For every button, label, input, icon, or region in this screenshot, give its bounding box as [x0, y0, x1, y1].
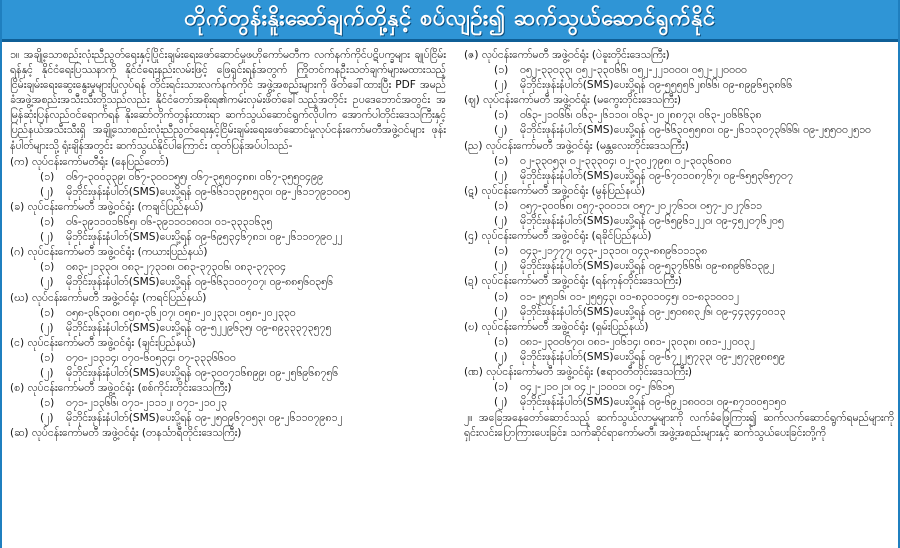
- section-heading: (စ) လုပ်ငန်းကော်မတီ အဖွဲ့ဝင်ရုံး (စစ်ကိုင်းတိုင်းဒေသကြီး): [10, 382, 232, 395]
- section-heading: (ဏ) လုပ်ငန်းကော်မတီ အဖွဲ့ဝင်ရုံး (ဧရာဝတီတိုင်းဒေသကြီး): [464, 365, 693, 378]
- phone-numbers: ၀၈၃-၂၁၃၃၀၊ ၀၈၃-၂၇၃၁၈၊ ၀၈၃-၃၇၃၀၆၊ ၀၈၃-၃၇၃၀၄: [66, 261, 287, 274]
- section-heading: (က) လုပ်ငန်းကော်မတီရုံး (နေပြည်တော်): [10, 155, 169, 168]
- phone-numbers: ၀၄၂-၂၁၀၂၁၊ ၀၄၂-၂၁၀၀၁၊ ၀၄-၂၆၆၁၅: [520, 381, 675, 394]
- section-heading: (ဌ) လုပ်ငန်းကော်မတီ အဖွဲ့ဝင်ရုံး (ရခိုင်ပြည်နယ်): [464, 230, 652, 243]
- phone-entry: [10, 396, 446, 411]
- entry-number: (၂): [40, 185, 54, 198]
- phone-entry: [464, 335, 894, 350]
- entry-number: (၂): [40, 231, 54, 244]
- section-heading: (ဎ) လုပ်ငန်းကော်မတီ အဖွဲ့ဝင်ရုံး (ရှမ်းပြည်နယ်): [464, 320, 649, 333]
- phone-numbers: မိုဘိုင်းဖုန်းနံပါတ်(SMS)ပေးပို့ရန် ၀၉-၃၀၀၇၁၆၈၉၉၊ ၀၉-၂၅၆၉၆၈၇၅၆: [66, 366, 339, 379]
- phone-entry: [464, 395, 894, 410]
- entry-number: (၂): [40, 366, 54, 379]
- entry-number: (၂): [494, 396, 508, 409]
- phone-entry: [464, 350, 894, 365]
- phone-numbers: ၀၅၈-၃၆၃၀၈၊ ၀၅၈-၃၆၂၀၇၊ ၀၅၈-၂၀၂၃၃၁၊ ၀၅၈-၂၀၂၃၃၀: [66, 306, 296, 319]
- entry-number: (၁): [494, 335, 509, 348]
- phone-entry: [464, 108, 894, 123]
- section-heading: (ဈ) လုပ်ငန်းကော်မတီ အဖွဲ့ဝင်ရုံး (မကွေးတိုင်းဒေသကြီး): [464, 94, 682, 107]
- entry-number: (၁): [494, 381, 509, 394]
- phone-numbers: မိုဘိုင်းဖုန်းနံပါတ်(SMS)ပေးပို့ရန် ၀၉-၅၂၂၉၆၃၅၊ ၀၉-၈၉၃၃၃၇၃၅၇၅: [66, 321, 332, 334]
- closing-note: ၂။ အခြေအနေတော်ဆောင်သည့် ဆက်သွယ်လာမှုများကို လက်ခံဖြေကြား၍ ဆက်လက်ဆောင်ရွက်ရမည်များကို ရှင်းလင်းပြောကြားပေးခြင်း၊ သက်ဆိုင်ရာကော်မတီ၊ အဖွဲ့အစည်းများနှင့် ဆက်သွယ်ပေးခြင်းတို့ကို: [464, 412, 894, 440]
- phone-numbers: ၀၇၀-၂၁၃၁၄၊ ၀၇၀-၆၀၅၃၄၊ ၀၇-၃၃၃၆၆၀၀: [66, 351, 236, 364]
- entry-number: (၁): [40, 306, 55, 319]
- phone-numbers: ၀၆၃-၂၁၀၆၆၊ ၀၆၃-၂၆၁၁၀၊ ၀၆၃-၂၀၂၈၈၇၃၊ ၀၆၃-၂၀၆၆၆၃၈: [520, 109, 762, 122]
- phone-numbers: မိုဘိုင်းဖုန်းနံပါတ်(SMS)ပေးပို့ရန် ၀၉-၂၅၀၈၈၃၂၆၊ ၀၉-၄၄၃၄၄၀၀၁၃: [520, 305, 786, 318]
- phone-entry: [464, 259, 894, 274]
- right-contact-list: [464, 48, 894, 410]
- phone-numbers: ၀၅၂-၃၃၀၃၃၊ ၀၅၂-၃၃၀၆၆၊ ၀၅၂-၂၂၁၀၀၀၊ ၀၅၂-၂၂၀၀၀၀: [520, 64, 747, 77]
- intro-paragraph: ၁။ အချို့သောစည်းလုံးညီညွတ်ရေးနှင့်ပြိုင်းချမ်းရေးဖော်ဆောင်မှုဖဟိုကော်မတီက လက်နက်ကိုင်ပဋိပက္ခများ ချုပ်ငြိမ်းရန်နှင့် နိုင်ငံရေးပြဿနာကို နိုင်ငံရေးနည်းလမ်းဖြင့် ဖြေရှင်းရန်အတွက် ကြိုတင်ကနဦးသတ်ချက်များမထားသည့် ငြိမ်းချမ်းရေးဆွေးနွေးမှုများပြုလုပ်ရန် တိုင်းရင်းသားလက်နက်ကိုင် အဖွဲ့အစည်းများကို ဖိတ်ခေါ်ထားပြီး PDF အမည်ခံအဖွဲ့အစည်းအသီးသီးတို့သည်လည်း နိုင်ငံတော်အစိုးရ၏ကမ်းလှမ်းဖိတ်ခေါ်သည့်အတိုင်း ဥပဒေဘောင်အတွင်း အမြန်ဆုံးပြန်လည်ဝင်ရောက်ရန် နိုးဆော်တိုက်တွန်းထားရာ ဆက်သွယ်ဆောင်ရွက်လိုပါက အောက်ပါတိုင်းဒေသကြီးနှင့် ပြည်နယ်အသီးသီးရှိ အချို့သောစည်းလုံးညီညွတ်ရေးနှင့်ငြိမ်းချမ်းရေးဖော်ဆောင်မှုလုပ်ငန်းကော်မတီအဖွဲ့ဝင်များ ဖုန်းနံပါတ်များသို့ ရုံးချိန်အတွင်း ဆက်သွယ်နိုင်ပါကြောင်း ထုတ်ပြန်အပ်ပါသည်-: [10, 49, 446, 152]
- section-heading: (ဂ) လုပ်ငန်းကော်မတီ အဖွဲ့ဝင်ရုံး (ကယားပြည်နယ်): [10, 246, 208, 259]
- entry-number: (၁): [40, 351, 55, 364]
- phone-numbers: ၀၆၇-၃၀၀၃၃၉၊ ၀၆၇-၃၀၀၁၅၅၊ ၀၆၇-၃၅၅၀၄၈၈၊ ၀၆၇-၃၅၅၀၄၉၉: [66, 170, 324, 183]
- phone-numbers: မိုဘိုင်းဖုန်းနံပါတ်(SMS)ပေးပို့ရန် ၀၉-၆၉၅၃၄၆၇၈၁၊ ၀၉-၂၆၁၁၀၇၉၀၂၂: [66, 231, 343, 244]
- entry-number: (၁): [494, 290, 509, 303]
- phone-entry: [464, 123, 894, 138]
- entry-number: (၂): [494, 215, 508, 228]
- phone-entry: [10, 351, 446, 366]
- section-heading: (ဋ) လုပ်ငန်းကော်မတီ အဖွဲ့ဝင်ရုံး (မွန်ပြည်နယ်): [464, 184, 646, 197]
- phone-entry: [464, 169, 894, 184]
- entry-number: (၁): [494, 199, 509, 212]
- phone-numbers: ၀၅၇-၃၀၀၆၈၊ ၀၅၇-၃၀၀၁၁၊ ၀၅၇-၂၀၂၇၆၁၀၊ ၀၅၇-၂၀၂၇၆၁၁: [520, 199, 763, 212]
- entry-number: (၂): [494, 124, 508, 137]
- phone-numbers: မိုဘိုင်းဖုန်းနံပါတ်(SMS)ပေးပို့ရန် ၀၉-၆၅၉၆၁၂၂၀၊ ၀၉-၄၅၂၀၇၆၂၀၅: [520, 215, 784, 228]
- phone-numbers: ၀၈၁-၂၃၀၀၆၇၀၊ ၀၈၁-၂၀၆၁၄၊ ၀၈၁-၂၃၀၃၈၊ ၀၈၁-၂၂၀၀၃၂: [520, 335, 755, 348]
- entry-number: (၁): [40, 170, 55, 183]
- section-heading: (ည) လုပ်ငန်းကော်မတီ အဖွဲ့ဝင်ရုံး (မန္တလေးတိုင်းဒေသကြီး): [464, 139, 689, 152]
- phone-numbers: မိုဘိုင်းဖုန်းနံပါတ်(SMS)ပေးပို့ရန် ၀၉-၆၆၃၀၅၅၈၀၊ ၀၉-၂၆၁၁၃၀၇၃၆၆၆၊ ၀၉-၂၅၅၀၀၂၅၁၀: [520, 124, 872, 137]
- phone-entry: [10, 411, 446, 426]
- phone-numbers: ၀၆-၃၉၁၁၀၁၆၆၅၊ ၀၆-၃၉၁၁၀၁၈၀၁၊ ၀၁-၃၃၃၁၆၃၅: [66, 216, 273, 229]
- entry-number: (၁): [494, 154, 509, 167]
- phone-entry: [464, 199, 894, 214]
- phone-entry: [10, 170, 446, 185]
- phone-entry: [10, 275, 446, 290]
- phone-entry: [464, 63, 894, 78]
- entry-number: (၂): [494, 169, 508, 182]
- phone-numbers: မိုဘိုင်းဖုန်းနံပါတ်(SMS)ပေးပို့ရန် ၀၉-၆၇၀၁၀၈၇၆၇၊ ၀၉-၆၅၅၃၆၅၇၀၇: [520, 169, 793, 182]
- phone-entry: [464, 290, 894, 305]
- entry-number: (၂): [494, 350, 508, 363]
- phone-numbers: ၀၁-၂၅၅၁၆၊ ၀၁-၂၅၅၄၃၊ ၀၁-၈၃၀၁၀၄၅၊ ၀၁-၈၃၁၀၀၁၂: [520, 290, 740, 303]
- phone-entry: [464, 305, 894, 320]
- phone-entry: [10, 185, 446, 200]
- entry-number: (၂): [494, 79, 508, 92]
- section-heading: (ဆ) လုပ်ငန်းကော်မတီ အဖွဲ့ဝင်ရုံး (တနင်္သာရီတိုင်းဒေသကြီး): [10, 427, 242, 440]
- phone-entry: [10, 321, 446, 336]
- phone-entry: [10, 306, 446, 321]
- entry-number: (၂): [40, 276, 54, 289]
- entry-number: (၁): [40, 261, 55, 274]
- entry-number: (၁): [494, 64, 509, 77]
- section-heading: (ဃ) လုပ်ငန်းကော်မတီ အဖွဲ့ဝင်ရုံး (ကရင်ပြည်နယ်): [10, 291, 207, 304]
- entry-number: (၂): [494, 305, 508, 318]
- page-title: တိုက်တွန်းနိူးဆော်ချက်တို့နှင့် စပ်လျဉ်း၍ ဆက်သွယ်ဆောင်ရွက်နိုင်: [2, 0, 898, 42]
- phone-numbers: မိုဘိုင်းဖုန်းနံပါတ်(SMS)ပေးပို့ရန် ၀၉-၆၉၂၁၈၀၀၁၊ ၀၉-၈၇၁၀၀၅၁၅၀: [520, 396, 787, 409]
- phone-numbers: မိုဘိုင်းဖုန်းနံပါတ်(SMS)ပေးပို့ရန် ၀၉-၆၆၁၁၃၉၈၅၃၀၊ ၀၉-၂၆၁၁၇၉၁၀၀၅: [66, 185, 351, 198]
- phone-numbers: မိုဘိုင်းဖုန်းနံပါတ်(SMS)ပေးပို့ရန် ၀၉-၅၅၅၅၆၂၈၆၆၊ ၀၉-၈၉၉၆၅၃၈၆၆: [520, 79, 793, 92]
- phone-entry: [464, 214, 894, 229]
- entry-number: (၁): [40, 397, 55, 410]
- entry-number: (၂): [494, 260, 508, 273]
- phone-numbers: ၀၂-၃၃၀၅၃၊ ၀၂-၃၃၃၀၄၊ ၀၂-၃၀၂၇၉၈၊ ၀၂-၃၀၃၆၀၈၀: [520, 154, 732, 167]
- right-column: [464, 48, 894, 441]
- phone-entry: [464, 380, 894, 395]
- entry-number: (၁): [40, 216, 55, 229]
- entry-number: (၁): [494, 245, 509, 258]
- entry-number: (၂): [40, 321, 54, 334]
- left-contact-list: [10, 155, 446, 442]
- phone-numbers: မိုဘိုင်းဖုန်းနံပါတ်(SMS)ပေးပို့ရန် ၀၉-၂၅၀၉၆၇၀၅၃၊ ၀၉-၂၆၁၁၀၇၉၈၁၂: [66, 412, 343, 425]
- section-heading: (ဇ) လုပ်ငန်းကော်မတီ အဖွဲ့ဝင်ရုံး (ပဲခူးတိုင်းဒေသကြီး): [464, 49, 670, 61]
- phone-entry: [10, 215, 446, 230]
- phone-numbers: ၀၇၁-၂၁၃၆၆၊ ၀၇၁-၂၁၁၁၂၊ ၀၇၁-၂၁၀၂၃: [66, 397, 227, 410]
- phone-entry: [464, 78, 894, 93]
- phone-numbers: မိုဘိုင်းဖုန်းနံပါတ်(SMS)ပေးပို့ရန် ၀၉-၅၃၇၆၆၆၊ ၀၉-၈၈၉၆၆၁၃၉၂: [520, 260, 775, 273]
- phone-entry: [10, 366, 446, 381]
- phone-entry: [464, 244, 894, 259]
- left-column: [10, 48, 446, 441]
- phone-entry: [10, 260, 446, 275]
- phone-entry: [10, 230, 446, 245]
- section-heading: (င) လုပ်ငန်းကော်မတီ အဖွဲ့ဝင်ရုံး (ချင်းပြည်နယ်): [10, 336, 196, 349]
- phone-entry: [464, 154, 894, 169]
- section-heading: (ခ) လုပ်ငန်းကော်မတီ အဖွဲ့ဝင်ရုံး (ကချင်ပြည်နယ်): [10, 200, 204, 213]
- phone-numbers: ၀၄၃-၂၁၇၇၇၊ ၀၄၃-၂၁၃၁၀၊ ၀၄၃-၈၈၉၆၁၁၁၃၈: [520, 245, 708, 258]
- phone-numbers: မိုဘိုင်းဖုန်းနံပါတ်(SMS)ပေးပို့ရန် ၀၉-၆၆၃၁၀၀၇၀၇၊ ၀၉-၈၈၅၆၀၃၅၆: [66, 276, 334, 289]
- entry-number: (၂): [40, 412, 54, 425]
- phone-numbers: မိုဘိုင်းဖုန်းနံပါတ်(SMS)ပေးပို့ရန် ၀၉-၆၇၂၂၅၇၃၃၊ ၀၉-၂၅၇၃၉၈၈၅၉: [520, 350, 785, 363]
- section-heading: (ဍ) လုပ်ငန်းကော်မတီ အဖွဲ့ဝင်ရုံး (ရန်ကုန်တိုင်းဒေသကြီး): [464, 275, 682, 288]
- entry-number: (၁): [494, 109, 509, 122]
